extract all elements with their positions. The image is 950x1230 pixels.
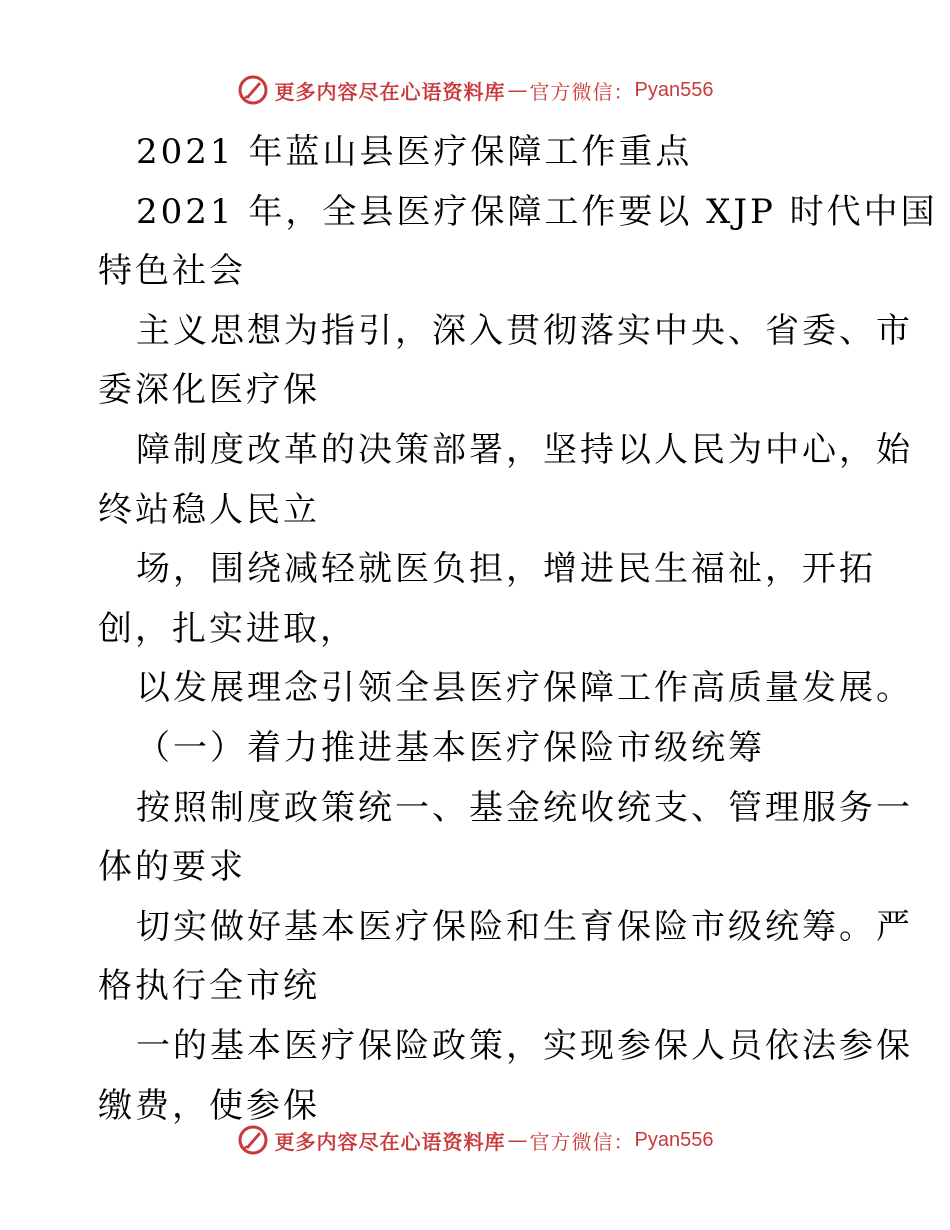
- text-line: 切实做好基本医疗保险和生育保险市级统筹。严: [136, 906, 913, 947]
- quill-seal-icon: [237, 74, 269, 106]
- banner-sub-text: 官方微信：: [529, 79, 635, 104]
- text-line: 格执行全市统: [98, 966, 320, 1007]
- text-line: 一的基本医疗保险政策，实现参保人员依法参保: [136, 1025, 913, 1066]
- text-line: 终站稳人民立: [98, 489, 320, 530]
- header-banner: [0, 70, 950, 110]
- banner-separator: —: [507, 78, 528, 102]
- text-line: 缴费，使参保: [98, 1085, 320, 1126]
- text-line: 场，围绕减轻就医负担，增进民生福祉，开拓: [136, 549, 876, 590]
- banner-main-text: 更多内容尽在心语资料库: [274, 79, 506, 104]
- text-line: 创，扎实进取，: [98, 608, 357, 649]
- text-line: 按照制度政策统一、基金统收统支、管理服务一: [136, 787, 913, 828]
- text-line: 体的要求: [98, 847, 246, 888]
- text-line: 主义思想为指引，深入贯彻落实中央、省委、市: [136, 310, 913, 351]
- text-line: 2021 年，全县医疗保障工作要以 XJP 时代中国: [136, 191, 938, 232]
- text-line: （一）着力推进基本医疗保险市级统筹: [136, 727, 765, 768]
- banner-wechat-id: Pyan556: [634, 1128, 714, 1151]
- document-body: [98, 123, 938, 1136]
- text-line: 委深化医疗保: [98, 370, 320, 411]
- banner-separator: —: [507, 1128, 528, 1152]
- text-line: 以发展理念引领全县医疗保障工作高质量发展。: [136, 668, 913, 709]
- banner-main-text: 更多内容尽在心语资料库: [274, 1129, 506, 1154]
- quill-seal-icon: [237, 1124, 269, 1156]
- footer-banner: [0, 1120, 950, 1160]
- document-title: 2021 年蓝山县医疗保障工作重点: [136, 132, 693, 172]
- text-line: 特色社会: [98, 251, 246, 292]
- text-line: 障制度改革的决策部署，坚持以人民为中心，始: [136, 429, 913, 470]
- banner-sub-text: 官方微信：: [529, 1129, 635, 1154]
- banner-wechat-id: Pyan556: [634, 78, 714, 101]
